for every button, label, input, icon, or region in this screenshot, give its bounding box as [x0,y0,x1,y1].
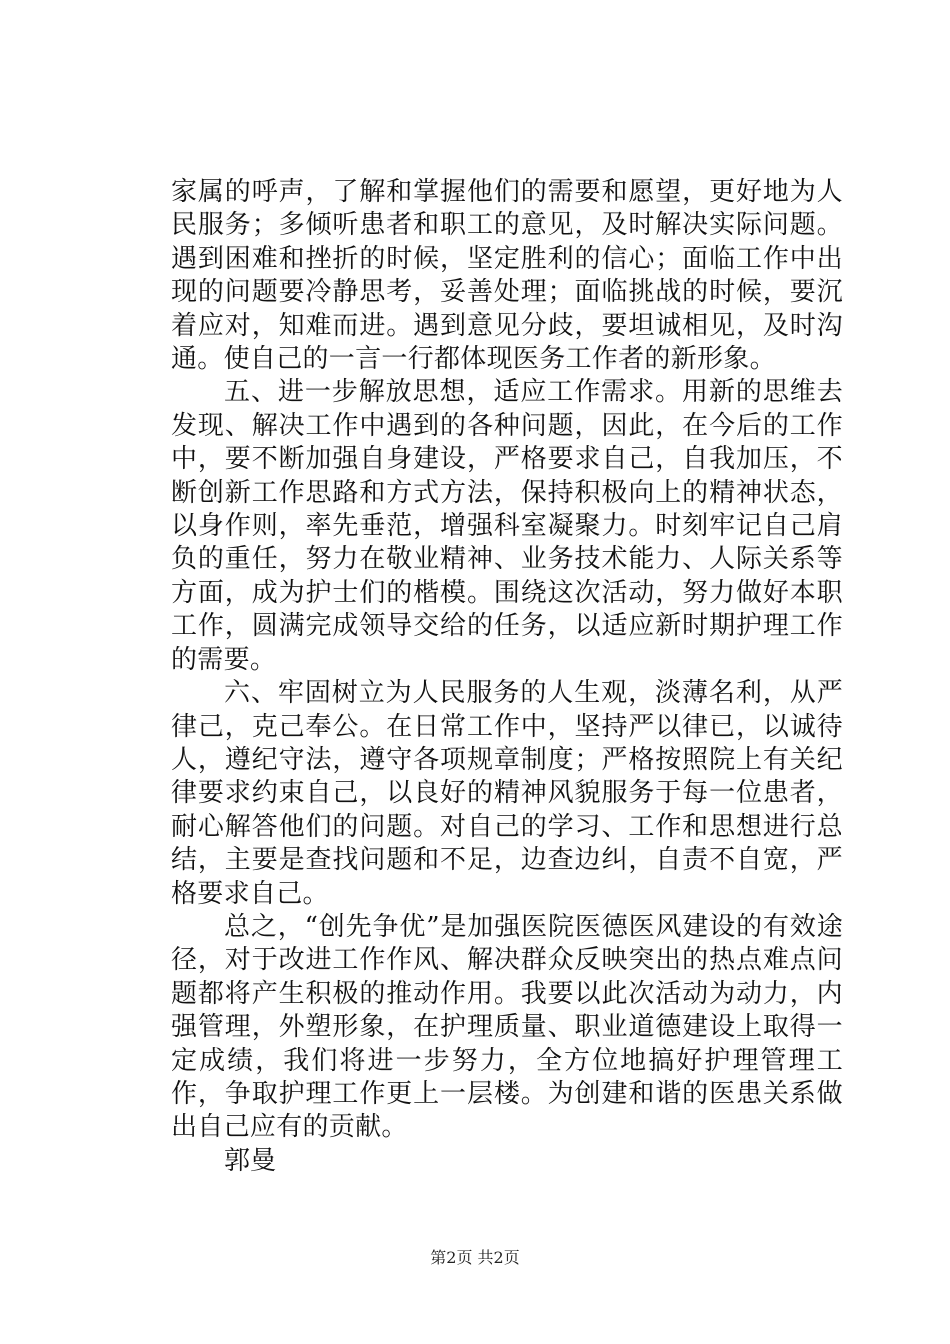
page-number-footer: 第2页 共2页 [430,1248,520,1267]
document-body [171,176,843,1178]
paragraph-section-six: 六、牢固树立为人民服务的人生观，淡薄名利，从严律己，克己奉公。在日常工作中，坚持严以律已，以诚待人，遵纪守法，遵守各项规章制度；严格按照院上有关纪律要求约束自己，以良好的精神风貌服务于每一位患者，耐心解答他们的问题。对自己的学习、工作和思想进行总结，主要是查找问题和不足，边查边纠，自责不自宽，严格要求自己。 [171,678,843,909]
paragraph-section-five: 五、进一步解放思想，适应工作需求。用新的思维去发现、解决工作中遇到的各种问题，因此，在今后的工作中，要不断加强自身建设，严格要求自己，自我加压，不断创新工作思路和方式方法，保持积极向上的精神状态，以身作则，率先垂范，增强科室凝聚力。时刻牢记自己肩负的重任，努力在敬业精神、业务技术能力、人际关系等方面，成为护士们的楷模。围绕这次活动，努力做好本职工作，圆满完成领导交给的任务，以适应新时期护理工作的需要。 [171,377,843,675]
paragraph-conclusion: 总之，“创先争优”是加强医院医德医风建设的有效途径，对于改进工作作风、解决群众反映突出的热点难点问题都将产生积极的推动作用。我要以此次活动为动力，内强管理，外塑形象，在护理质量、职业道德建设上取得一定成绩，我们将进一步努力，全方位地搞好护理管理工作，争取护理工作更上一层楼。为创建和谐的医患关系做出自己应有的贡献。 [171,911,843,1143]
author-signature: 郭曼 [224,1145,277,1176]
paragraph-continued: 家属的呼声，了解和掌握他们的需要和愿望，更好地为人民服务；多倾听患者和职工的意见，及时解决实际问题。遇到困难和挫折的时候，坚定胜利的信心；面临工作中出现的问题要冷静思考，妥善处理；面临挑战的时候，要沉着应对，知难而进。遇到意见分歧，要坦诚相见，及时沟通。使自己的一言一行都体现医务工作者的新形象。 [171,177,843,375]
